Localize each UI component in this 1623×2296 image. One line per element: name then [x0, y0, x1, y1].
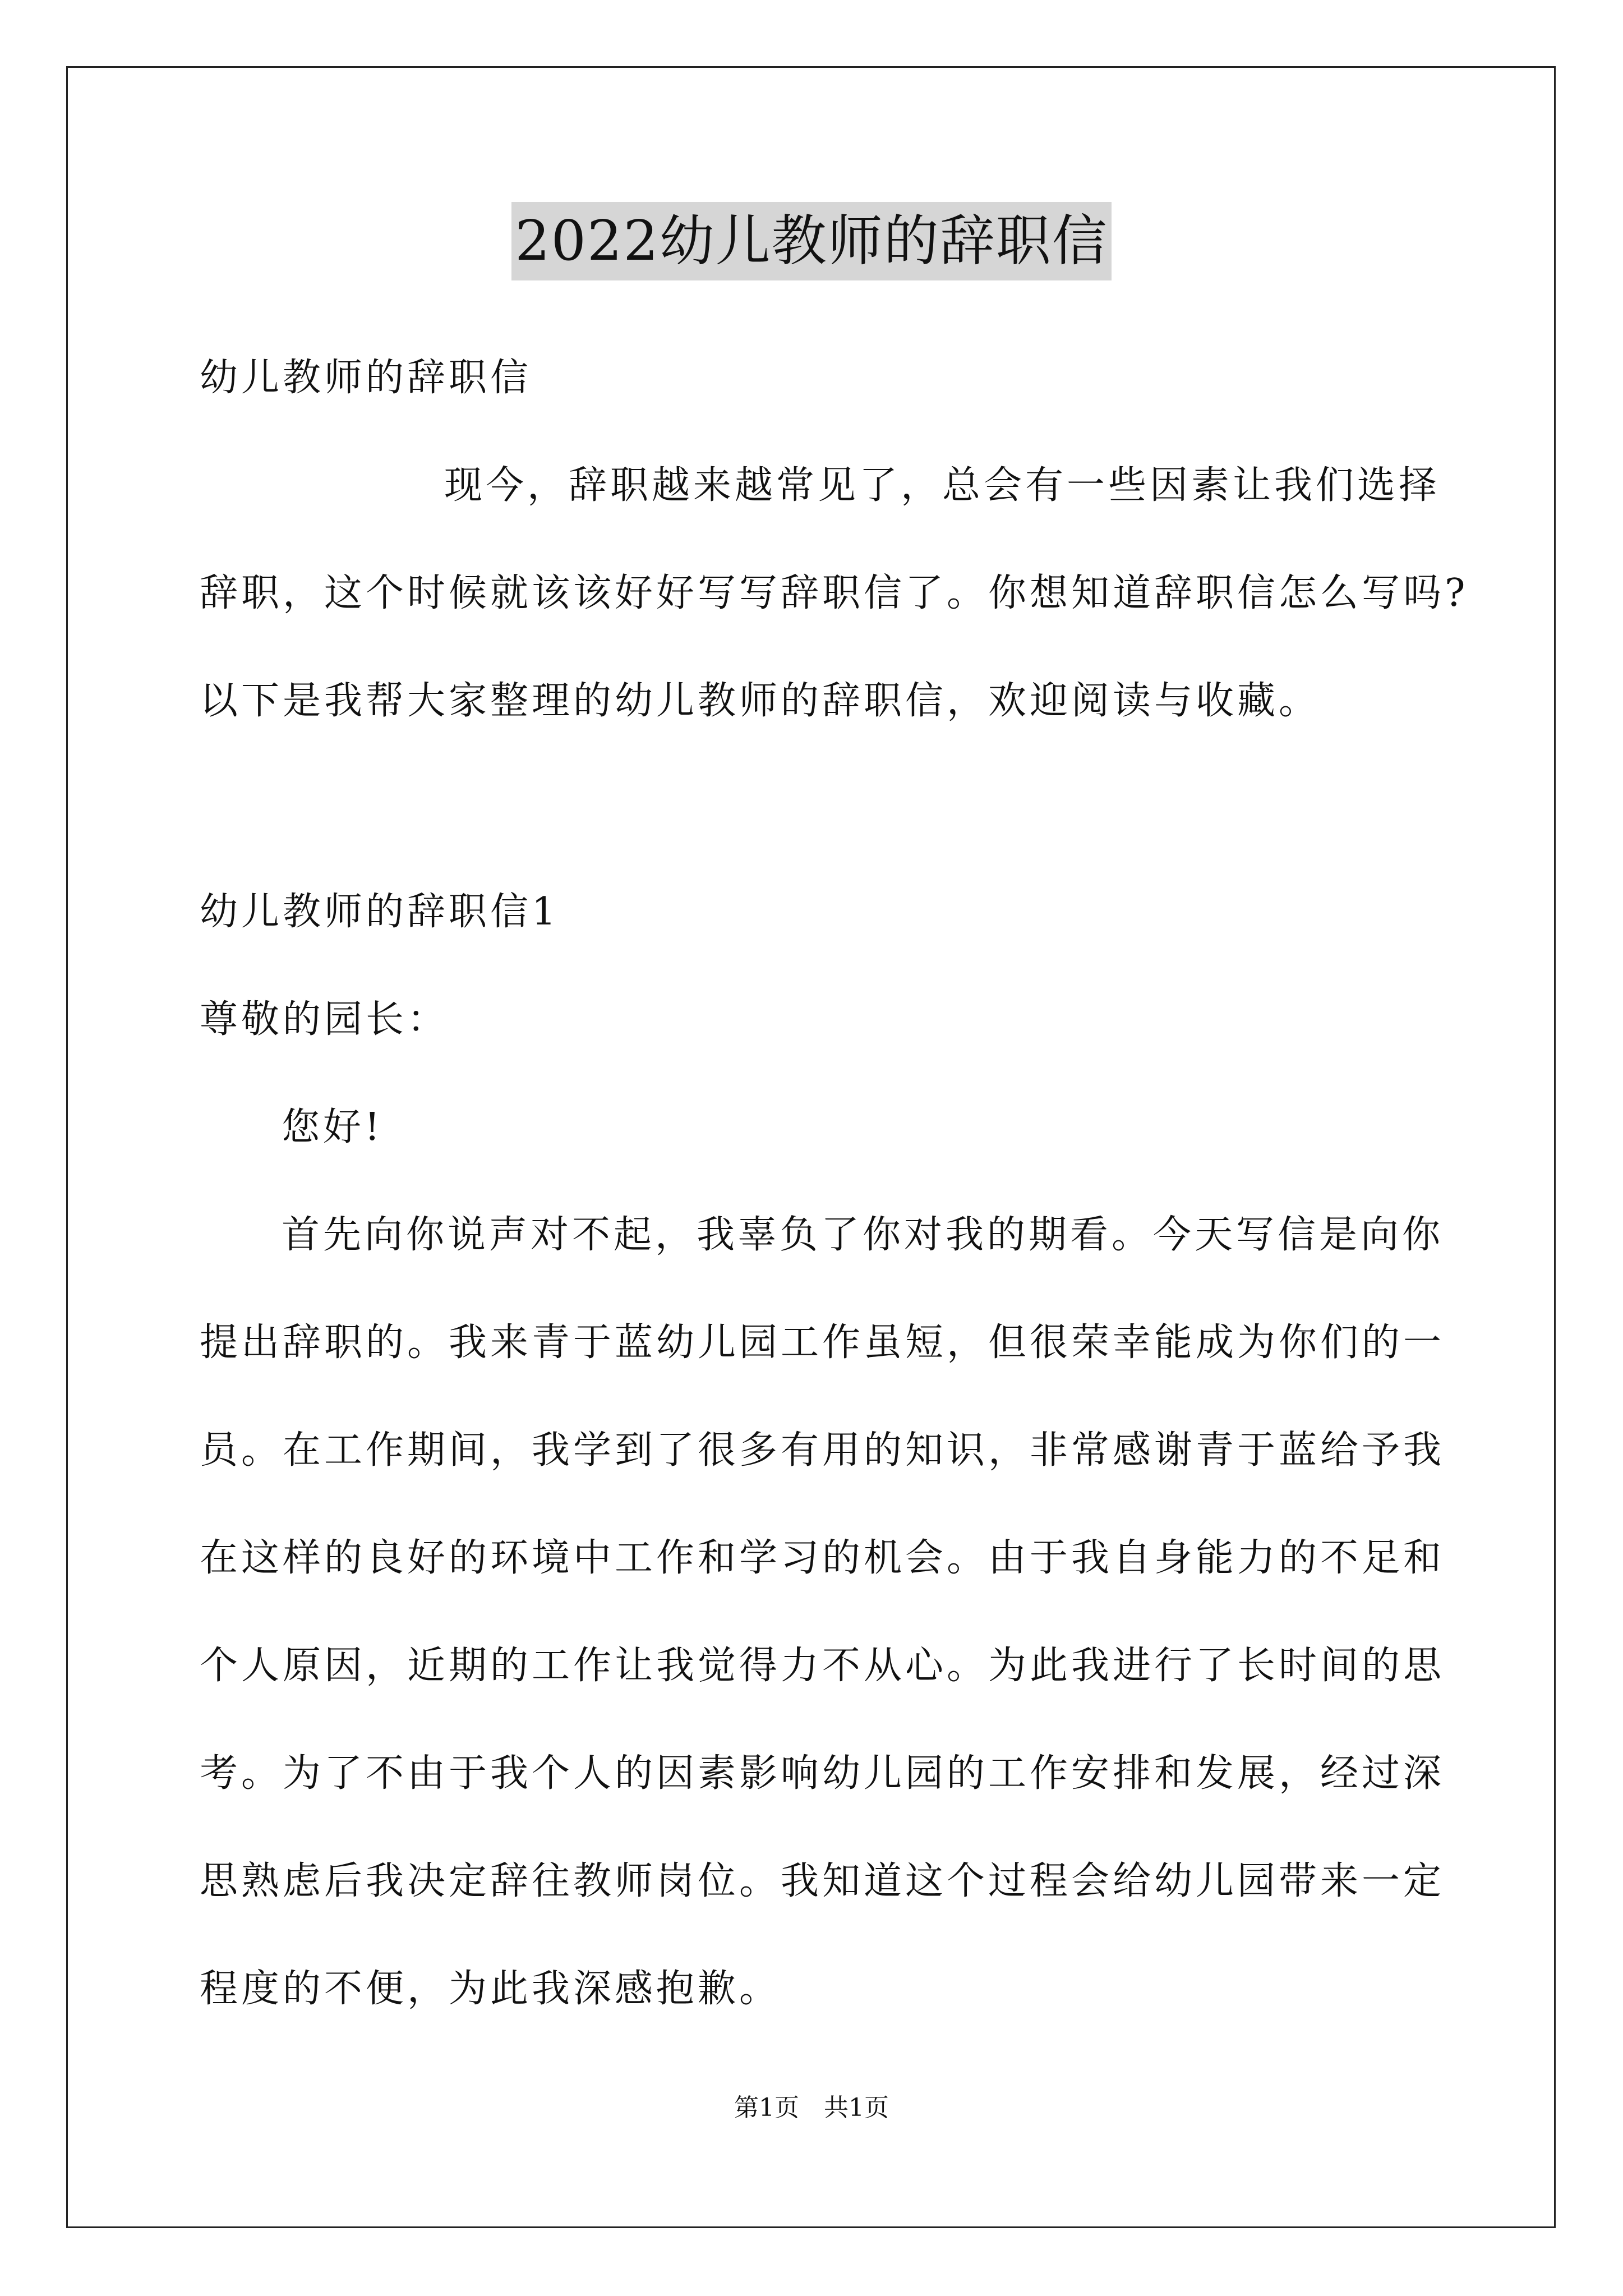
greeting: 您好!	[282, 1105, 384, 1149]
paragraph-line-6: 考。为了不由于我个人的因素影响幼儿园的工作安排和发展，经过深	[200, 1751, 1445, 1796]
intro-line-3: 以下是我帮大家整理的幼儿教师的辞职信，欢迎阅读与收藏。	[200, 679, 1321, 723]
intro-line-2: 辞职，这个时候就该该好好写写辞职信了。你想知道辞职信怎么写吗?	[200, 571, 1469, 615]
title-container	[0, 202, 1623, 280]
document-title: 2022幼儿教师的辞职信	[511, 202, 1111, 280]
intro-line-1: 现今，辞职越来越常见了，总会有一些因素让我们选择	[444, 463, 1441, 508]
paragraph-line-1: 首先向你说声对不起，我辜负了你对我的期看。今天写信是向你	[282, 1213, 1444, 1257]
paragraph-line-3: 员。在工作期间，我学到了很多有用的知识，非常感谢青于蓝给予我	[200, 1428, 1445, 1473]
paragraph-line-2: 提出辞职的。我来青于蓝幼儿园工作虽短，但很荣幸能成为你们的一	[200, 1320, 1445, 1365]
page-footer: 第1页 共1页	[734, 2093, 889, 2122]
salutation: 尊敬的园长：	[200, 997, 449, 1042]
paragraph-line-8: 程度的不便，为此我深感抱歉。	[200, 1967, 781, 2011]
paragraph-line-5: 个人原因，近期的工作让我觉得力不从心。为此我进行了长时间的思	[200, 1644, 1445, 1688]
paragraph-line-7: 思熟虑后我决定辞往教师岗位。我知道这个过程会给幼儿园带来一定	[200, 1859, 1445, 1903]
subtitle: 幼儿教师的辞职信	[200, 356, 532, 400]
section-heading: 幼儿教师的辞职信1	[200, 890, 560, 934]
paragraph-line-4: 在这样的良好的环境中工作和学习的机会。由于我自身能力的不足和	[200, 1536, 1445, 1580]
